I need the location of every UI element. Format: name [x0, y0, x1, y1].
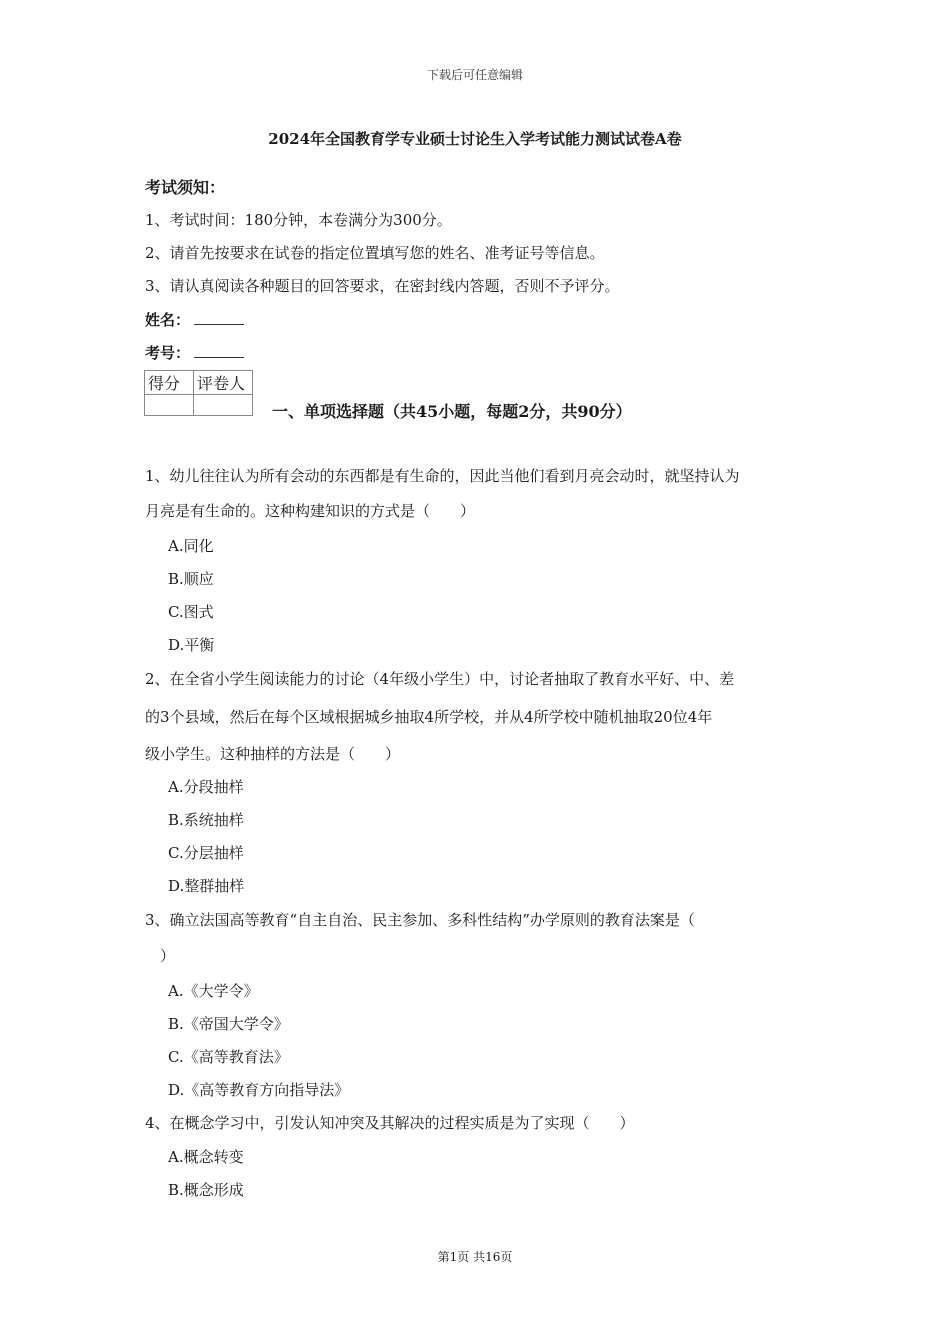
option[interactable]: C.图式 [168, 603, 214, 621]
question-line: 级小学生。这种抽样的方法是（ ） [145, 745, 401, 763]
name-blank[interactable] [194, 310, 244, 325]
option[interactable]: D.平衡 [168, 636, 215, 654]
option[interactable]: B.顺应 [168, 570, 214, 588]
notice-item: 1、考试时间：180分钟，本卷满分为300分。 [145, 211, 452, 229]
option[interactable]: A.《大学令》 [168, 982, 259, 1000]
question-line: 月亮是有生命的。这种构建知识的方式是（ ） [145, 502, 476, 520]
section-title: 一、单项选择题（共45小题，每题2分，共90分） [272, 402, 632, 421]
question-line: 2、在全省小学生阅读能力的讨论（4年级小学生）中，讨论者抽取了教育水平好、中、差 [145, 670, 735, 688]
number-blank[interactable] [194, 343, 244, 358]
score-table [144, 370, 253, 416]
document-title: 2024年全国教育学专业硕士讨论生入学考试能力测试试卷A卷 [268, 130, 682, 148]
question-line: 1、幼儿往往认为所有会动的东西都是有生命的，因此当他们看到月亮会动时，就坚持认为 [145, 467, 740, 485]
question-line: 的3个县域，然后在每个区域根据城乡抽取4所学校，并从4所学校中随机抽取20位4年 [145, 708, 713, 726]
score-header: 得分 [145, 371, 194, 395]
grader-header: 评卷人 [194, 371, 253, 395]
notice-item: 3、请认真阅读各种题目的回答要求，在密封线内答题，否则不予评分。 [145, 277, 620, 295]
score-cell[interactable] [145, 395, 194, 416]
question-line: 3、确立法国高等教育“自主自治、民主参加、多科性结构”办学原则的教育法案是（ [145, 911, 695, 929]
option[interactable]: A.同化 [168, 537, 214, 555]
number-field[interactable] [145, 342, 244, 363]
option[interactable]: D.整群抽样 [168, 877, 245, 895]
notice-heading: 考试须知： [145, 178, 226, 197]
option[interactable]: A.分段抽样 [168, 778, 244, 796]
number-label: 考号： [145, 344, 191, 362]
option[interactable]: C.《高等教育法》 [168, 1048, 289, 1066]
header-note: 下载后可任意编辑 [426, 68, 523, 82]
name-label: 姓名： [145, 311, 191, 329]
option[interactable]: B.《帝国大学令》 [168, 1015, 289, 1033]
name-field[interactable] [145, 309, 244, 330]
notice-item: 2、请首先按要求在试卷的指定位置填写您的姓名、准考证号等信息。 [145, 244, 605, 262]
option[interactable]: D.《高等教育方向指导法》 [168, 1081, 350, 1099]
grader-cell[interactable] [194, 395, 253, 416]
question-line: 4、在概念学习中，引发认知冲突及其解决的过程实质是为了实现（ ） [145, 1114, 635, 1132]
page-footer: 第1页 共16页 [437, 1250, 513, 1264]
question-line: ） [145, 947, 176, 965]
option[interactable]: C.分层抽样 [168, 844, 244, 862]
option[interactable]: B.系统抽样 [168, 811, 244, 829]
option[interactable]: A.概念转变 [168, 1148, 244, 1166]
option[interactable]: B.概念形成 [168, 1181, 244, 1199]
